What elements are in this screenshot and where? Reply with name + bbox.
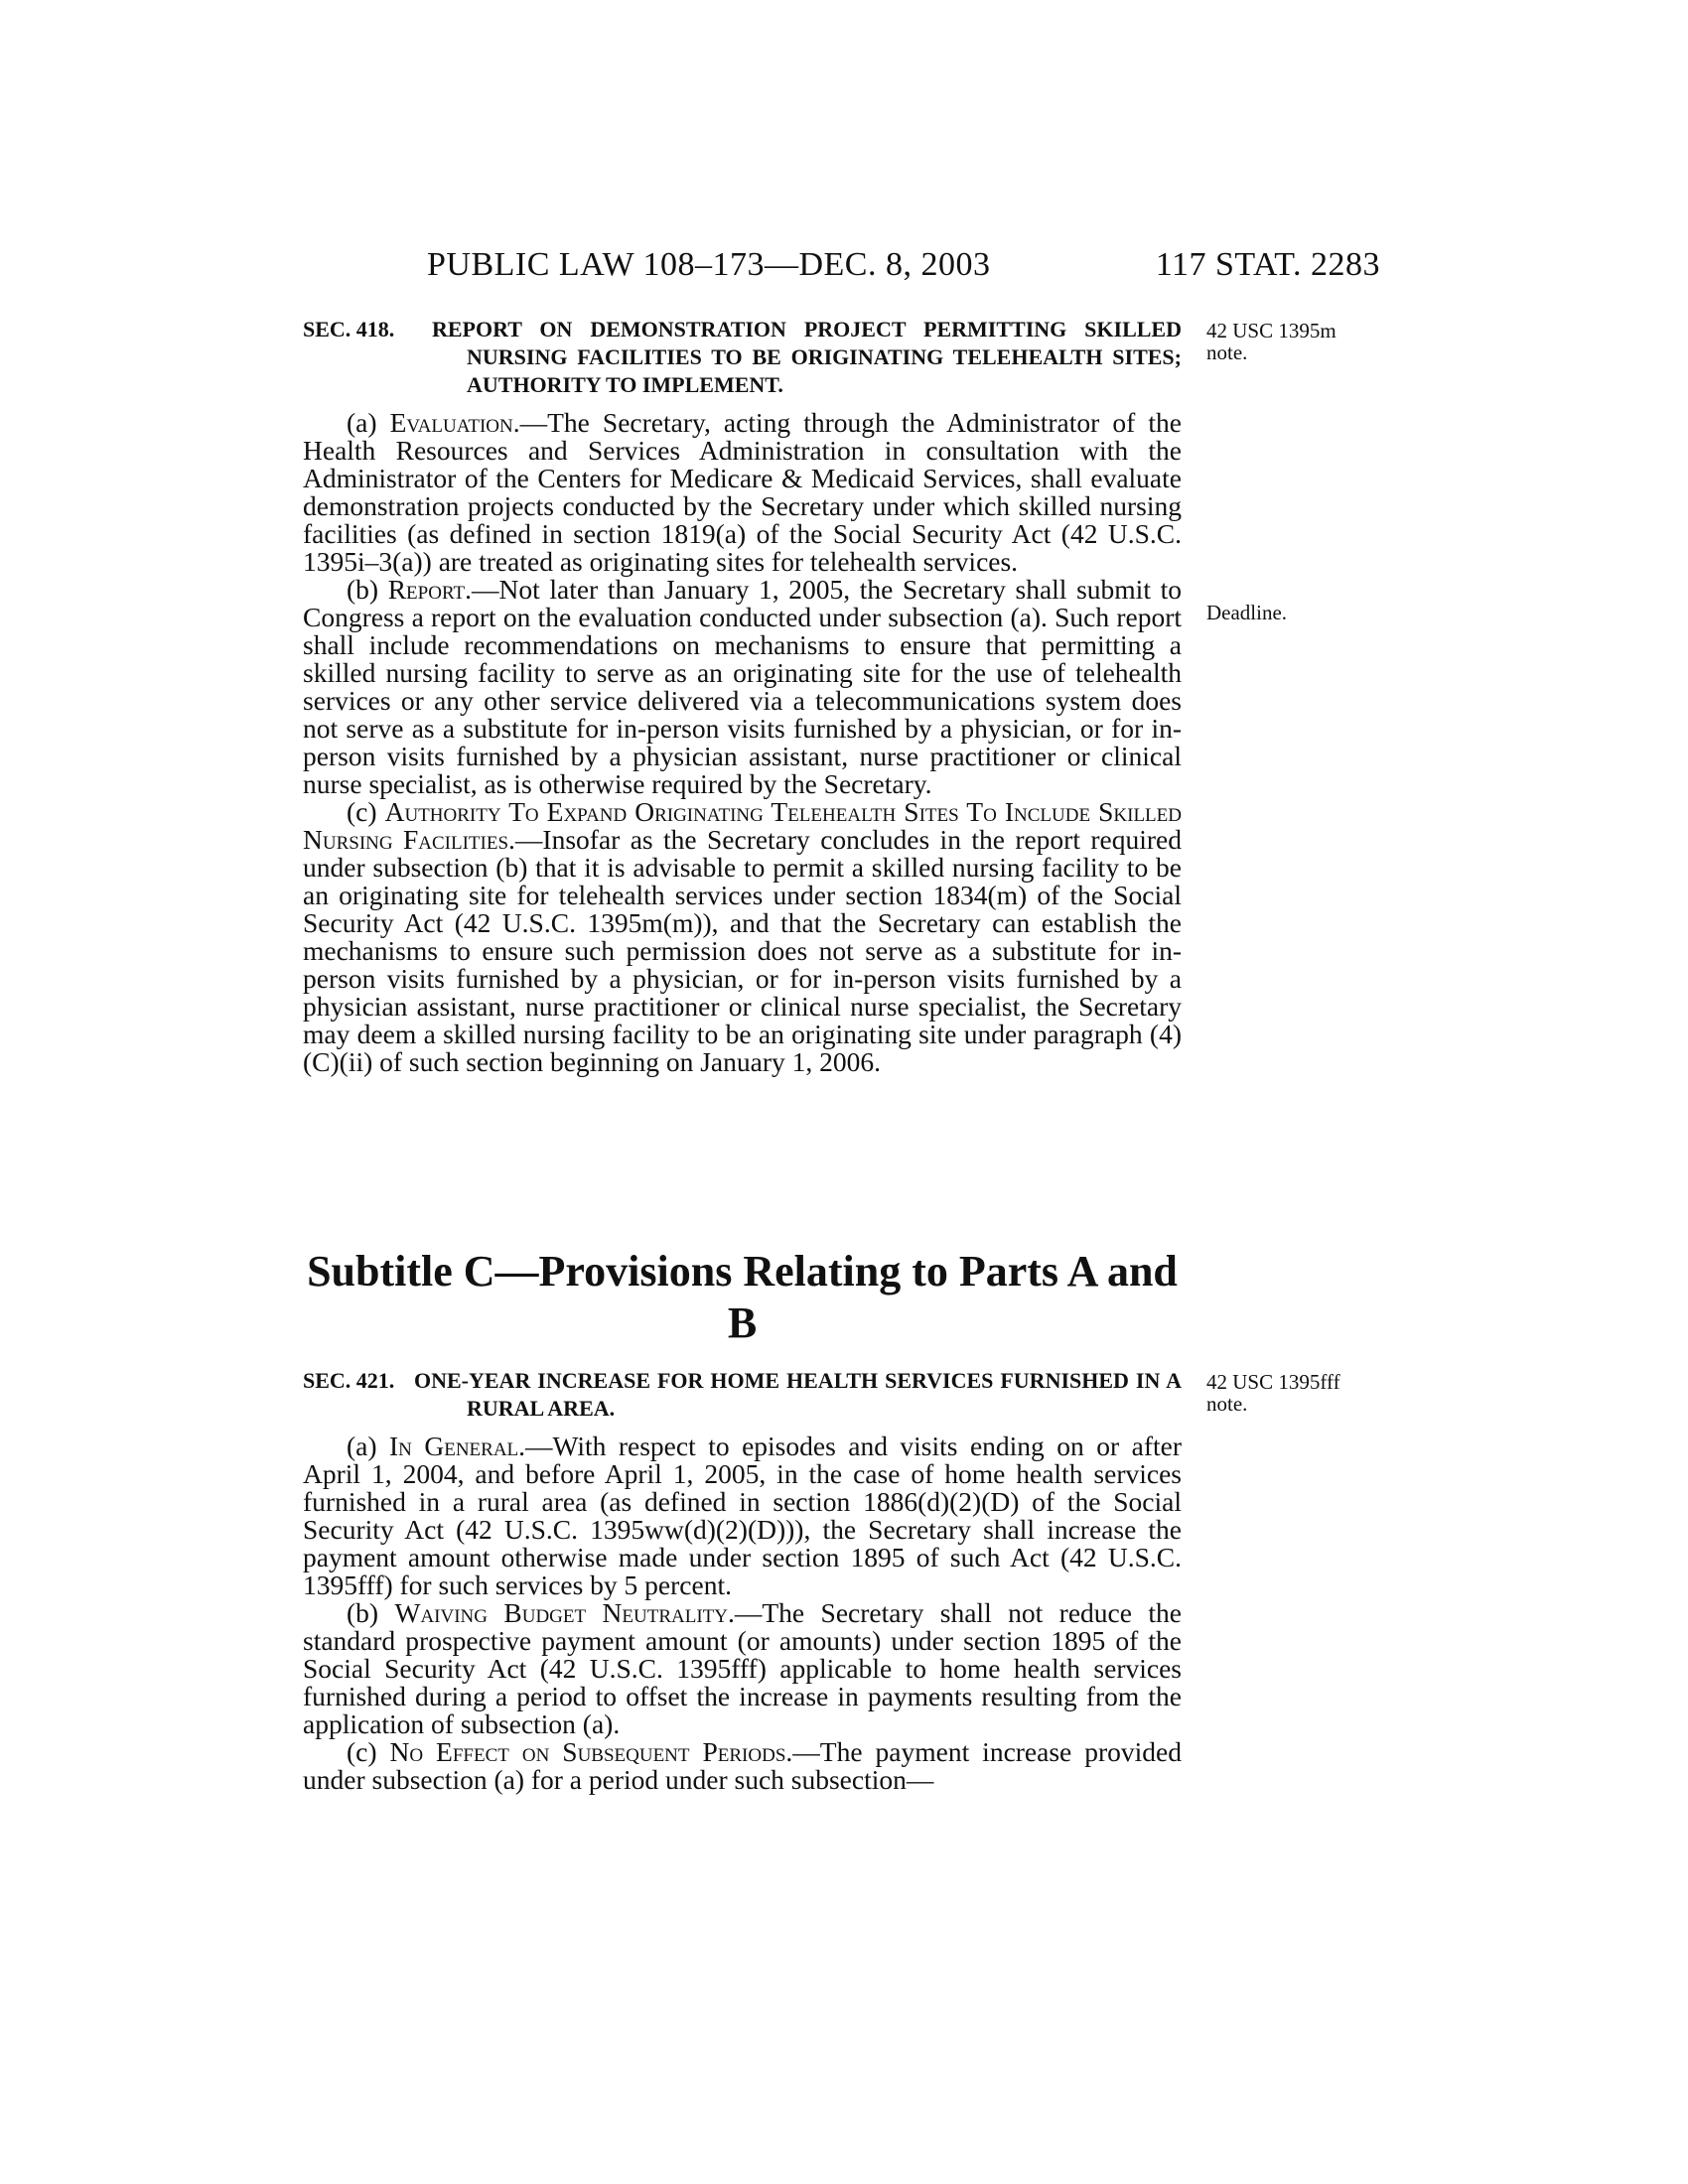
section-421-number: SEC. 421. — [303, 1368, 395, 1393]
subsection-label: (a) — [347, 407, 390, 438]
subsection-label: (b) — [347, 574, 388, 605]
section-421-heading — [303, 1367, 1182, 1423]
statute-page-number: 117 STAT. 2283 — [1155, 246, 1380, 283]
subsection-label: (a) — [347, 1431, 389, 1461]
subsection-caption: Waiving Budget Neutrality. — [394, 1597, 735, 1628]
subsection-caption: In General. — [389, 1431, 526, 1461]
subsection-text: —With respect to episodes and visits ending on or after April 1, 2004, and before April 1, 2005, in the case of home health services furnished in a rural area (as defined in section 1886(d)(2)(D) of the Social Security Act (42 U.S.C. 1395ww(d)(2)(D))), the Secretary shall increase the payment amount otherwise made under section 1895 of such Act (42 U.S.C. 1395fff) for such services by 5 percent. — [303, 1431, 1182, 1600]
section-418 — [303, 316, 1182, 1076]
header-title: PUBLIC LAW 108–173—DEC. 8, 2003 — [427, 246, 991, 283]
section-421 — [303, 1367, 1182, 1794]
subsection-label: (c) — [347, 1736, 390, 1767]
section-421-subsection-a — [303, 1433, 1182, 1599]
section-421-margin-note: 42 USC 1395fff note. — [1206, 1370, 1340, 1416]
subsection-caption: Report. — [387, 574, 472, 605]
subsection-caption: Evaluation. — [389, 407, 520, 438]
section-418-subsection-c — [303, 798, 1182, 1076]
section-418-subsection-a — [303, 409, 1182, 576]
section-418-title: REPORT ON DEMONSTRATION PROJECT PERMITTING SKILLED NURSING FACILITIES TO BE ORIGINATING TELEHEALTH SITES; AUTHORITY TO IMPLEMENT. — [432, 317, 1182, 397]
section-421-title: ONE-YEAR INCREASE FOR HOME HEALTH SERVICES FURNISHED IN A RURAL AREA. — [414, 1368, 1182, 1421]
subsection-label: (b) — [347, 1597, 395, 1628]
section-421-subsection-b — [303, 1599, 1182, 1738]
subtitle-heading: Subtitle C—Provisions Relating to Parts A and B — [307, 1247, 1178, 1347]
subsection-text: —The Secretary shall not reduce the standard prospective payment amount (or amounts) under section 1895 of the Social Security Act (42 U.S.C. 1395fff) applicable to home health services furnished during a period to offset the increase in payments resulting from the application of subsection (a). — [303, 1597, 1182, 1739]
subsection-caption: No Effect on Subsequent Periods. — [389, 1736, 793, 1767]
subsection-text: —Not later than January 1, 2005, the Secretary shall submit to Congress a report on the evaluation conducted under subsection (a). Such report shall include recommendations on mechanisms to ensure that permitting a skilled nursing facility to serve as an originating site for the use of telehealth services or any other service delivered via a telecommunications system does not serve as a substitute for in-person visits furnished by a physician, or for in-person visits furnished by a physician assistant, nurse practitioner or clinical nurse specialist, as is otherwise required by the Secretary. — [303, 574, 1182, 799]
subsection-text: —The Secretary, acting through the Administrator of the Health Resources and Services Administration in consultation with the Administrator of the Centers for Medicare & Medicaid Services, shall evaluate demonstration projects conducted by the Secretary under which skilled nursing facilities (as defined in section 1819(a) of the Social Security Act (42 U.S.C. 1395i–3(a)) are treated as originating sites for telehealth services. — [303, 407, 1182, 577]
deadline-margin-note: Deadline. — [1206, 601, 1288, 624]
section-418-heading — [303, 316, 1182, 399]
section-418-number: SEC. 418. — [303, 317, 395, 341]
subsection-caption: Authority To Expand Originating Telehealth Sites To Include Skilled Nursing Facilities. — [303, 796, 1182, 855]
running-header — [427, 246, 1380, 292]
subsection-text: —Insofar as the Secretary concludes in the report required under subsection (b) that it is advisable to permit a skilled nursing facility to be an originating site for telehealth services under section 1834(m) of the Social Security Act (42 U.S.C. 1395m(m)), and that the Secretary can establish the mechanisms to ensure such permission does not serve as a substitute for in-person visits furnished by a physician, or for in-person visits furnished by a physician assistant, nurse practitioner or clinical nurse specialist, the Secretary may deem a skilled nursing facility to be an originating site under paragraph (4)(C)(ii) of such section beginning on January 1, 2006. — [303, 824, 1182, 1077]
section-418-subsection-b — [303, 576, 1182, 798]
section-418-margin-note: 42 USC 1395m note. — [1206, 319, 1336, 364]
section-421-subsection-c — [303, 1738, 1182, 1794]
subsection-text: —The payment increase provided under subsection (a) for a period under such subsection— — [303, 1736, 1182, 1795]
subsection-label: (c) — [347, 796, 385, 827]
